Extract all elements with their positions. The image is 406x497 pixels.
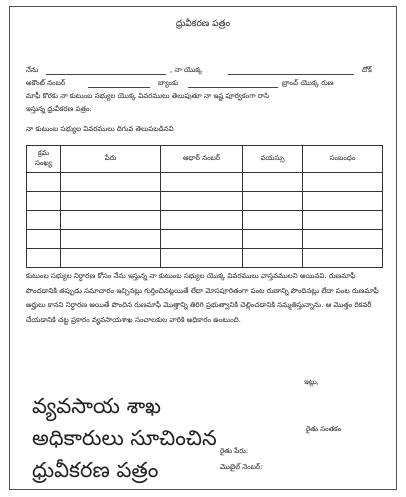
page-title: ధ్రువీకరణ పత్రం — [175, 19, 231, 29]
col-header-serial: క్రమ సంఖ్య — [27, 146, 61, 173]
table-row — [27, 230, 383, 249]
relation-blank — [228, 74, 354, 75]
overlay-line-3: ధ్రువీకరణ పత్రం — [32, 458, 159, 482]
line-4: ఇస్తున్న ధ్రువీకరణ పత్రం. — [26, 105, 92, 113]
overlay-line-2: అధికారులు సూచించిన — [32, 426, 217, 450]
table-row — [27, 192, 383, 211]
certificate-page — [9, 6, 397, 490]
line-3: మాఫీ కొరకు నా కుటుంబ సభ్యుల యొక్క వివరములు తెలుపుతూ నా ఇష్ట పూర్వకంగా రాసి — [26, 92, 270, 100]
line-1-mid: , నా యొక్క — [170, 66, 203, 74]
name-blank — [46, 74, 166, 75]
overlay-line-1: వ్యవసాయ శాఖ — [32, 394, 161, 418]
line-1-start: నేను — [26, 66, 39, 74]
family-members-table — [26, 145, 383, 268]
line-2-start: అకౌంట్ నంబర్ — [26, 79, 66, 87]
col-header-relation: సంబంధం — [303, 146, 383, 173]
family-intro: నా కుటుంబ సభ్యుల వివరములు దిగువ తెలుపబడినవి — [26, 125, 174, 133]
col-header-name: పేరు — [61, 146, 161, 173]
farmer-name-label: రైతు పేరు: — [220, 447, 249, 455]
closing-text: ఇట్లు, — [304, 378, 319, 386]
col-header-age: వయస్సు — [243, 146, 303, 173]
table-row — [27, 249, 383, 268]
table-row — [27, 211, 383, 230]
bank-blank — [188, 87, 278, 88]
farmer-signature-label: రైతు సంతకం — [306, 425, 342, 433]
table-row — [27, 173, 383, 192]
col-header-aadhaar: ఆధార్ నంబర్ — [161, 146, 243, 173]
line-1-end: దోక్ — [362, 66, 372, 74]
mobile-number-label: మొబైల్ నెంబర్: — [220, 463, 263, 471]
account-blank — [88, 87, 150, 88]
declaration-paragraph: కుటుంబ సభ్యుల నిర్ధారణ కోసం నేను ఇస్తున్న నా కుటుంబ సభ్యుల యొక్క వివరములు వాస్తవములని అయినవి. రుణమాఫీ పొందడానికి తప్పుడు సమాచారం ఇచ్చినట్లు గుర్తించినట్లయితే లేదా మోసపూరితంగా పంట రుణాన్ని పొందినట్లు లేదా పంట రుణమాఫీ అర్హులు కానని నిర్ధారణ అయితే పొందిన రుణమాఫీ మొత్తాన్ని తిరిగి ప్రభుత్వానికి చెల్లించడానికి సమ్మతిస్తున్నాను. ఆ మొత్తం రికవరీ చేయడానికి చట్ట ప్రకారం వ్యవసాయశాఖ సంచాలకుల వారికి అధికారం ఉంటుంది. — [26, 272, 379, 324]
line-2-end: బ్రాంచ్ యొక్క రుణ — [282, 79, 334, 87]
table-header-row — [27, 146, 383, 173]
line-2-mid: బ్యాంకు — [158, 79, 179, 87]
